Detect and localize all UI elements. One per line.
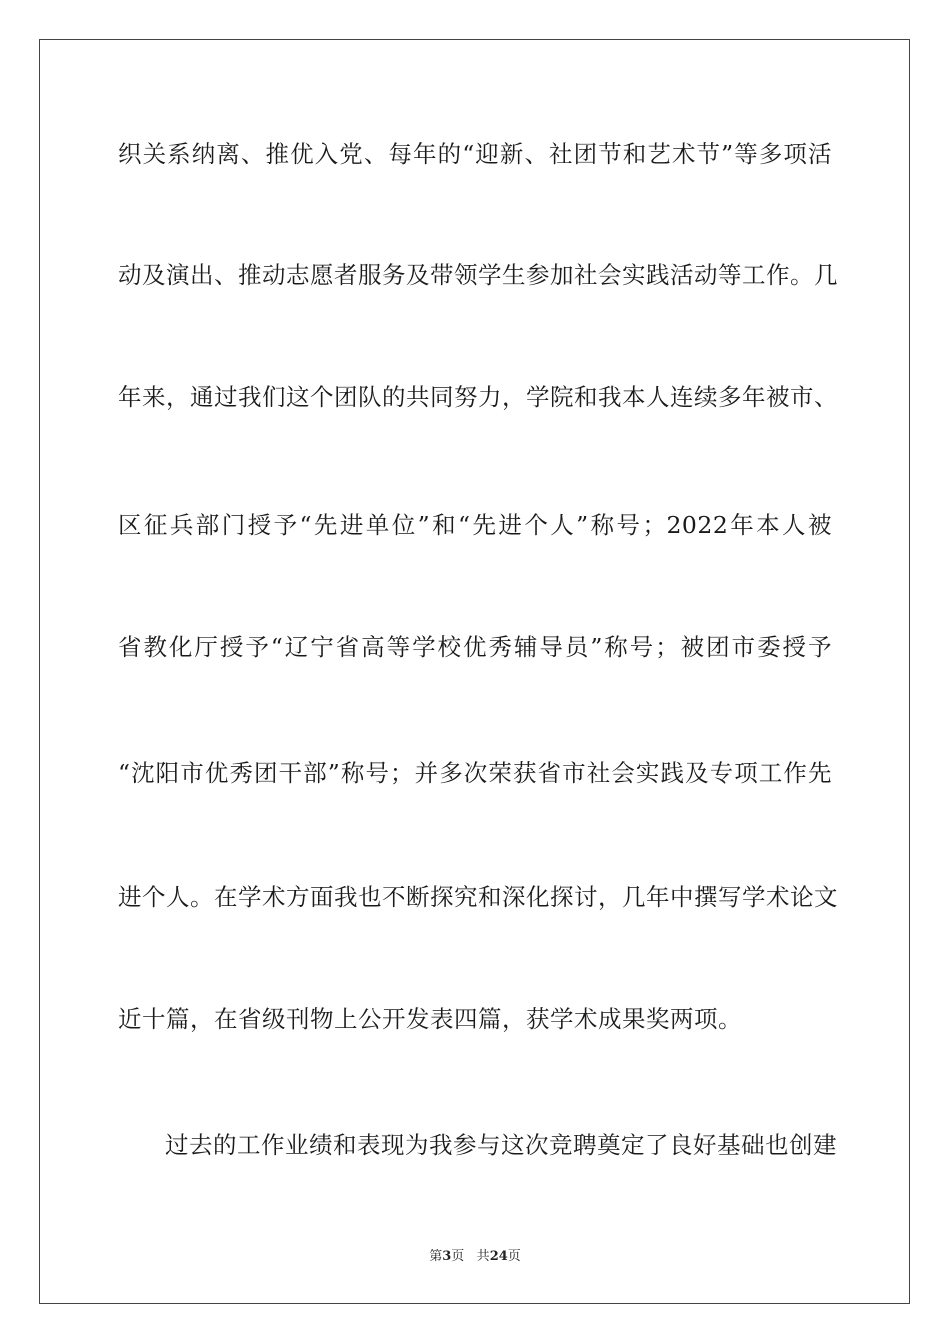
footer-total-prefix: 共 [476,1249,490,1264]
paragraph-line-8: 近十篇，在省级刊物上公开发表四篇，获学术成果奖两项。 [118,1005,742,1033]
page-border [39,39,910,1304]
paragraph-line-7: 进个人。在学术方面我也不断探究和深化探讨，几年中撰写学术论文 [118,883,838,911]
page-footer [0,1248,950,1266]
footer-page-number: 3 [442,1249,452,1264]
paragraph-line-3: 年来，通过我们这个团队的共同努力，学院和我本人连续多年被市、 [118,383,838,411]
footer-page-prefix: 第 [429,1249,443,1264]
paragraph-line-4: 区征兵部门授予“先进单位”和“先进个人”称号；2022年本人被 [118,511,832,539]
paragraph-line-6: “沈阳市优秀团干部”称号；并多次荣获省市社会实践及专项工作先 [118,759,832,787]
paragraph-line-1: 织关系纳离、推优入党、每年的“迎新、社团节和艺术节”等多项活 [118,140,832,168]
footer-page-suffix: 页 [451,1249,465,1264]
paragraph-line-9: 过去的工作业绩和表现为我参与这次竞聘奠定了良好基础也创建 [165,1131,837,1159]
footer-total-pages: 24 [489,1249,508,1264]
paragraph-line-2: 动及演出、推动志愿者服务及带领学生参加社会实践活动等工作。几 [118,261,838,289]
footer-total-suffix: 页 [507,1249,521,1264]
paragraph-line-5: 省教化厅授予“辽宁省高等学校优秀辅导员”称号；被团市委授予 [118,633,832,661]
